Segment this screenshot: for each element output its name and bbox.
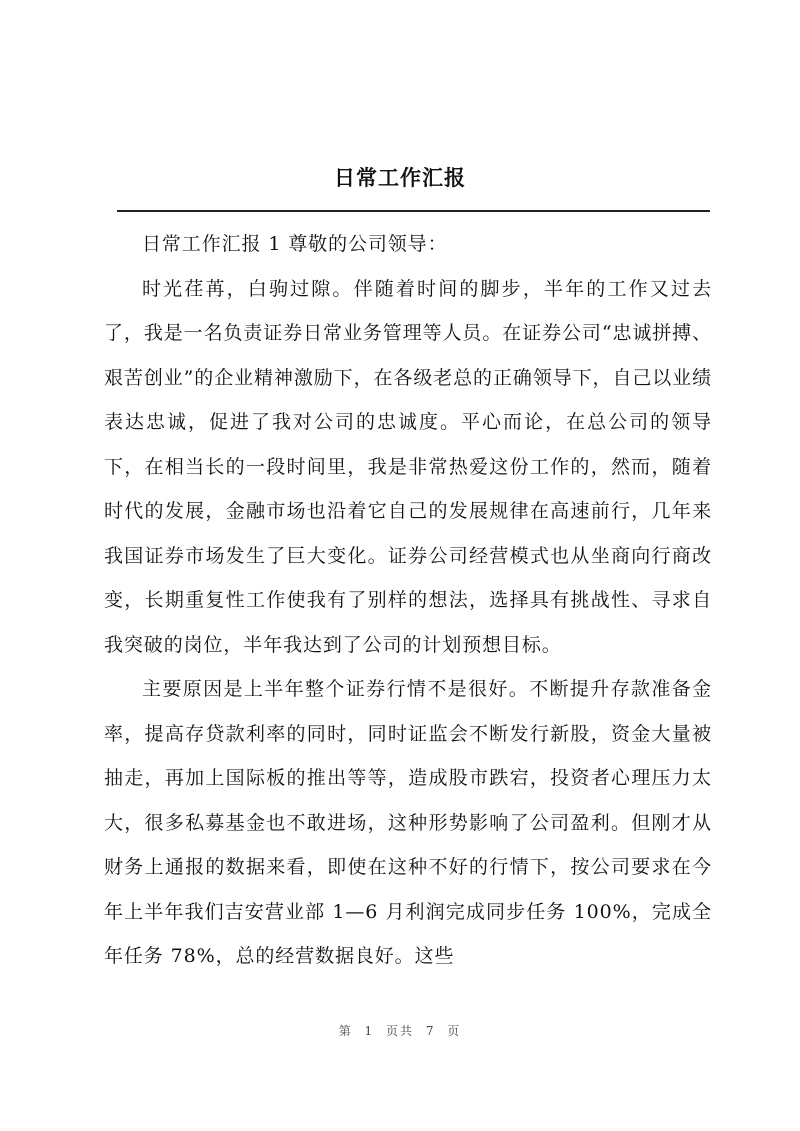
salutation-paragraph: 日常工作汇报 1 尊敬的公司领导： [142,233,448,255]
body-paragraph: 时光荏苒，白驹过隙。伴随着时间的脚步，半年的工作又过去了，我是一名负责证券日常业务管理等人员。在证券公司“忠诚拼搏、艰苦创业”的企业精神激励下，在各级老总的正确领导下，自己以业绩表达忠诚，促进了我对公司的忠诚度。平心而论，在总公司的领导下，在相当长的一段时间里，我是非常热爱这份工作的，然而，随着时代的发展，金融市场也沿着它自己的发展规律在高速前行，几年来我国证券市场发生了巨大变化。证券公司经营模式也从坐商向行商改变，长期重复性工作使我有了别样的想法，选择具有挑战性、寻求自我突破的岗位，半年我达到了公司的计划预想目标。 [104,277,712,656]
page-footer: 第 1 页共 7 页 [338,1024,462,1038]
title-divider [117,210,710,212]
body-paragraph: 主要原因是上半年整个证券行情不是很好。不断提升存款准备金率，提高存贷款利率的同时，同时证监会不断发行新股，资金大量被抽走，再加上国际板的推出等等，造成股市跌宕，投资者心理压力太大，很多私募基金也不敢进场，这种形势影响了公司盈利。但刚才从财务上通报的数据来看，即使在这种不好的行情下，按公司要求在今年上半年我们吉安营业部 1—6 月利润完成同步任务 100%，完成全年任务 78%，总的经营数据良好。这些 [104,678,712,967]
document-body [104,222,712,979]
document-title: 日常工作汇报 [334,166,466,190]
